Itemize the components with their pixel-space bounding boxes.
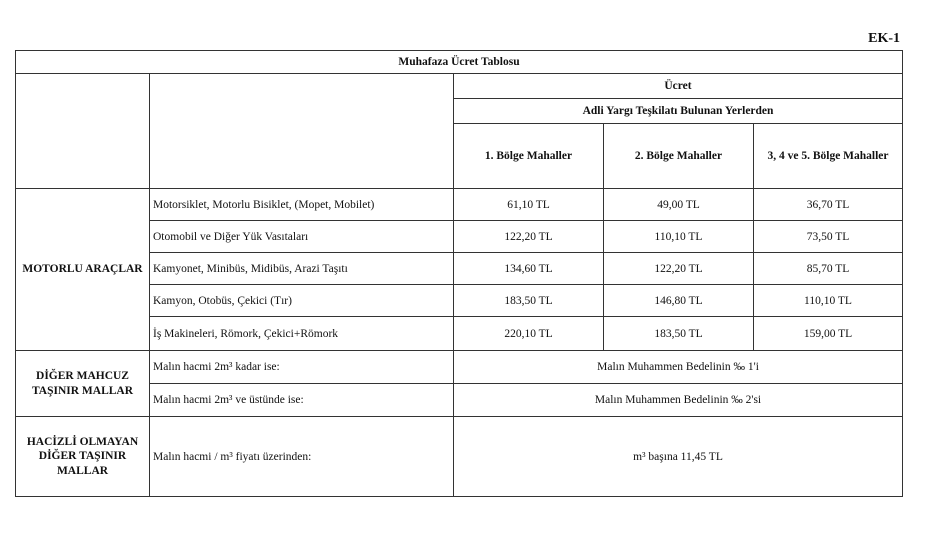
- fee-value: 73,50 TL: [754, 221, 903, 253]
- blank-header-cell: [16, 74, 150, 189]
- category-other-seized-goods: DİĞER MAHCUZ TAŞINIR MALLAR: [16, 351, 150, 417]
- row-description: Malın hacmi 2m³ kadar ise:: [150, 351, 454, 384]
- location-header: Adli Yargı Teşkilatı Bulunan Yerlerden: [454, 99, 903, 124]
- table-row: [16, 189, 903, 221]
- fee-value: 183,50 TL: [454, 285, 604, 317]
- fee-value: 122,20 TL: [604, 253, 754, 285]
- fee-table: [15, 50, 903, 497]
- row-description: İş Makineleri, Römork, Çekici+Römork: [150, 317, 454, 351]
- row-description: Malın hacmi 2m³ ve üstünde ise:: [150, 384, 454, 417]
- header-row-fee: [16, 74, 903, 99]
- fee-value: 61,10 TL: [454, 189, 604, 221]
- table-row: [16, 417, 903, 497]
- annex-label: EK-1: [868, 31, 900, 46]
- fee-value: 36,70 TL: [754, 189, 903, 221]
- row-description: Kamyonet, Minibüs, Midibüs, Arazi Taşıtı: [150, 253, 454, 285]
- column-header-region-3-5: 3, 4 ve 5. Bölge Mahaller: [754, 124, 903, 189]
- column-header-region-1: 1. Bölge Mahaller: [454, 124, 604, 189]
- category-motor-vehicles: MOTORLU ARAÇLAR: [16, 189, 150, 351]
- fee-value: 134,60 TL: [454, 253, 604, 285]
- fee-value: 85,70 TL: [754, 253, 903, 285]
- fee-value: 183,50 TL: [604, 317, 754, 351]
- table-row: [16, 253, 903, 285]
- row-description: Motorsiklet, Motorlu Bisiklet, (Mopet, Mobilet): [150, 189, 454, 221]
- table-row: [16, 351, 903, 384]
- fee-value: 110,10 TL: [604, 221, 754, 253]
- fee-value: 220,10 TL: [454, 317, 604, 351]
- row-description: Malın hacmi / m³ fiyatı üzerinden:: [150, 417, 454, 497]
- table-row: [16, 317, 903, 351]
- table-row: [16, 221, 903, 253]
- fee-value: Malın Muhammen Bedelinin ‰ 2'si: [454, 384, 903, 417]
- fee-value: 159,00 TL: [754, 317, 903, 351]
- fee-value: m³ başına 11,45 TL: [454, 417, 903, 497]
- table-title: Muhafaza Ücret Tablosu: [16, 51, 903, 74]
- title-row: [16, 51, 903, 74]
- fee-header: Ücret: [454, 74, 903, 99]
- fee-value: 146,80 TL: [604, 285, 754, 317]
- row-description: Kamyon, Otobüs, Çekici (Tır): [150, 285, 454, 317]
- fee-value: 49,00 TL: [604, 189, 754, 221]
- row-description: Otomobil ve Diğer Yük Vasıtaları: [150, 221, 454, 253]
- fee-value: 110,10 TL: [754, 285, 903, 317]
- fee-value: Malın Muhammen Bedelinin ‰ 1'i: [454, 351, 903, 384]
- blank-header-cell: [150, 74, 454, 189]
- table-row: [16, 285, 903, 317]
- fee-value: 122,20 TL: [454, 221, 604, 253]
- table-row: [16, 384, 903, 417]
- column-header-region-2: 2. Bölge Mahaller: [604, 124, 754, 189]
- category-unseized-goods: HACİZLİ OLMAYAN DİĞER TAŞINIR MALLAR: [16, 417, 150, 497]
